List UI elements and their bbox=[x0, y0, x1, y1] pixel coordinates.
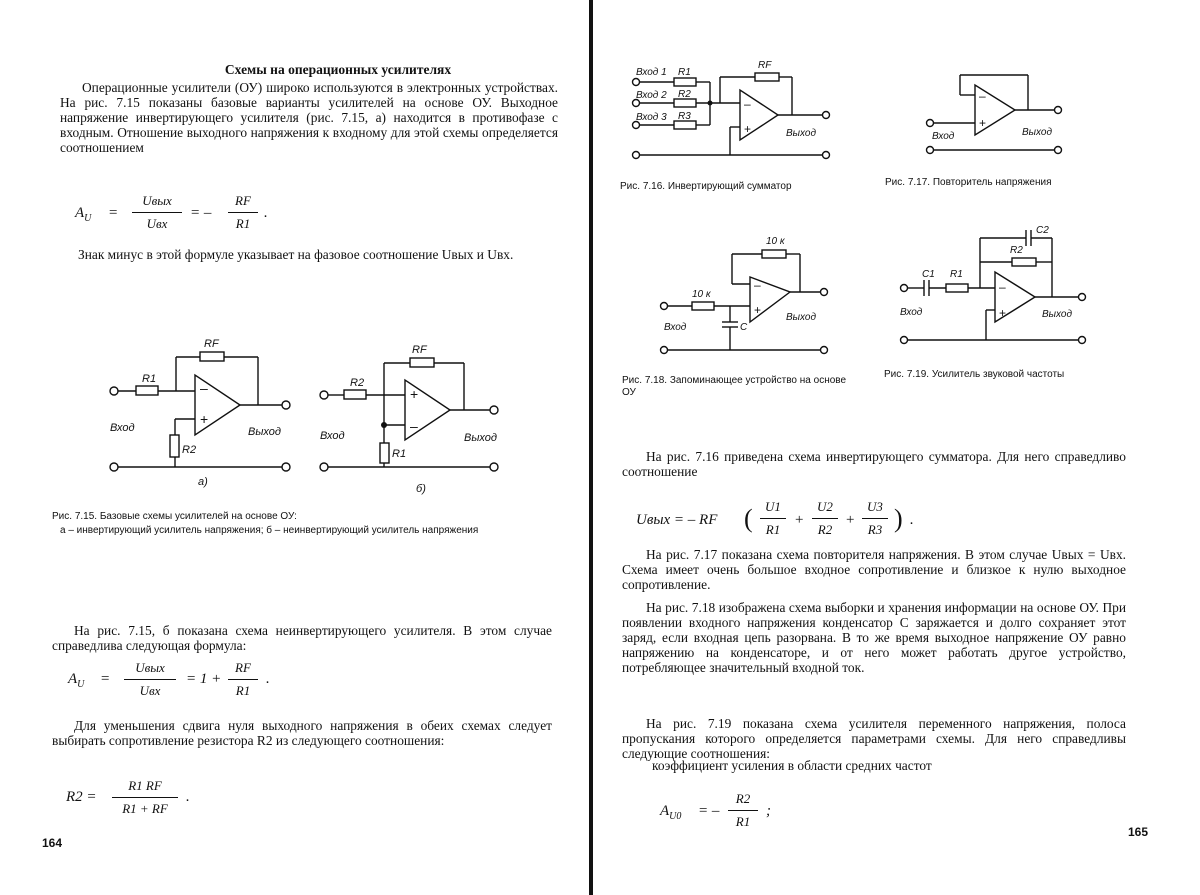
figure-7-15-circuits bbox=[100, 335, 520, 495]
svg-text:C2: C2 bbox=[1036, 225, 1049, 236]
svg-text:R1: R1 bbox=[392, 448, 407, 460]
sample-hold-paragraph: На рис. 7.18 изображена схема выборки и хранения информации на основе ОУ. При появлении входного напряжения конденсатор С заряжается и долго сохраняет этот заряд, если входная цепь разорвана. В то же время выходное напряжение ОУ равно напряжению на конденсаторе, и от него может работать другое устройство, потребляющее значительный входной ток. bbox=[622, 600, 1126, 675]
svg-text:–: – bbox=[999, 280, 1006, 294]
page-number-left: 164 bbox=[42, 836, 63, 850]
svg-text:Вход: Вход bbox=[320, 430, 345, 442]
figure-7-15-caption-body: а – инвертирующий усилитель напряжения; б – неинвертирующий усилитель напряжения bbox=[60, 525, 479, 536]
svg-text:–: – bbox=[979, 89, 986, 103]
ac-amplifier-paragraph: На рис. 7.19 показана схема усилителя переменного напряжения, полоса пропускания которого определяется параметрами схемы. Для него справедливы следующие соотношения: bbox=[622, 716, 1126, 761]
svg-text:Выход: Выход bbox=[464, 432, 498, 444]
svg-text:Вход 3: Вход 3 bbox=[636, 112, 667, 123]
svg-text:+: + bbox=[979, 116, 987, 130]
figure-7-17-caption: Рис. 7.17. Повторитель напряжения bbox=[885, 177, 1052, 188]
figure-7-16-7-17-circuits bbox=[630, 55, 1150, 195]
figure-7-18-7-19-circuits bbox=[650, 222, 1110, 362]
figure-7-16-caption: Рис. 7.16. Инвертирующий сумматор bbox=[620, 181, 792, 192]
figure-7-15-caption-title: Рис. 7.15. Базовые схемы усилителей на основе ОУ: bbox=[52, 511, 297, 522]
svg-text:10 к: 10 к bbox=[692, 289, 711, 300]
figure-7-18-caption: Рис. 7.18. Запоминающее устройство на основе ОУ bbox=[622, 375, 847, 398]
svg-text:R1: R1 bbox=[950, 269, 963, 280]
svg-text:RF: RF bbox=[204, 338, 219, 350]
svg-text:Вход: Вход bbox=[110, 422, 135, 434]
summator-paragraph: На рис. 7.16 приведена схема инвертирующего сумматора. Для него справедливо соотношение bbox=[622, 449, 1126, 479]
section-title: Схемы на операционных усилителях bbox=[224, 62, 452, 77]
svg-text:+: + bbox=[754, 303, 762, 317]
inverting-amplifier-diagram bbox=[110, 338, 290, 488]
svg-text:R1: R1 bbox=[678, 67, 691, 78]
svg-text:Выход: Выход bbox=[1022, 127, 1053, 138]
svg-text:Вход: Вход bbox=[664, 322, 687, 333]
svg-text:C: C bbox=[740, 322, 748, 333]
intro-paragraph: Операционные усилители (ОУ) широко используются в электронных устройствах. На рис. 7.15 показаны базовые варианты усилителей на основе ОУ. Выходное напряжение инвертирующего усилителя (рис. 7.15, а) находится в противофазе с входным. Отношение выходного напряжения к входному для этой схемы определяется соотношением bbox=[60, 80, 558, 155]
noninverting-amplifier-diagram bbox=[320, 344, 498, 495]
book-spine bbox=[586, 0, 596, 895]
svg-text:б): б) bbox=[416, 483, 426, 495]
svg-text:Выход: Выход bbox=[248, 426, 282, 438]
svg-text:Выход: Выход bbox=[786, 128, 817, 139]
svg-text:RF: RF bbox=[758, 60, 772, 71]
svg-text:+: + bbox=[744, 122, 752, 136]
sign-paragraph: Знак минус в этой формуле указывает на фазовое соотношение Uвых и Uвх. bbox=[78, 247, 514, 262]
follower-paragraph: На рис. 7.17 показана схема повторителя напряжения. В этом случае Uвых = Uвх. Схема имеет очень большое входное сопротивление и близкое к нулю выходное сопротивление. bbox=[622, 547, 1126, 592]
svg-text:R2: R2 bbox=[678, 89, 691, 100]
inverting-summator-diagram bbox=[633, 60, 830, 159]
svg-text:R2: R2 bbox=[1010, 245, 1023, 256]
svg-text:–: – bbox=[410, 418, 418, 434]
page-number-right: 165 bbox=[1128, 825, 1149, 839]
noninverting-paragraph: На рис. 7.15, б показана схема неинвертирующего усилителя. В этом случае справедлива следующая формула: bbox=[52, 623, 552, 653]
svg-text:–: – bbox=[200, 380, 208, 396]
svg-text:Вход 1: Вход 1 bbox=[636, 67, 667, 78]
svg-text:10 к: 10 к bbox=[766, 236, 785, 247]
svg-text:+: + bbox=[410, 386, 419, 402]
svg-text:R1: R1 bbox=[142, 373, 157, 385]
svg-text:–: – bbox=[744, 97, 751, 111]
gain-description: коэффициент усиления в области средних частот bbox=[652, 758, 932, 773]
svg-text:Вход 2: Вход 2 bbox=[636, 90, 667, 101]
svg-text:Выход: Выход bbox=[1042, 309, 1073, 320]
svg-text:Выход: Выход bbox=[786, 312, 817, 323]
voltage-follower-diagram bbox=[927, 75, 1062, 154]
svg-text:R2: R2 bbox=[182, 444, 197, 456]
svg-text:R2: R2 bbox=[350, 377, 365, 389]
svg-text:Вход: Вход bbox=[900, 307, 923, 318]
svg-text:+: + bbox=[999, 306, 1007, 320]
svg-text:RF: RF bbox=[412, 344, 427, 356]
svg-text:C1: C1 bbox=[922, 269, 935, 280]
sample-hold-diagram bbox=[661, 236, 828, 354]
figure-7-19-caption: Рис. 7.19. Усилитель звуковой частоты bbox=[884, 369, 1065, 380]
svg-text:а): а) bbox=[198, 476, 208, 488]
svg-text:+: + bbox=[200, 411, 209, 427]
svg-text:–: – bbox=[754, 278, 761, 292]
svg-text:Вход: Вход bbox=[932, 131, 955, 142]
svg-text:R3: R3 bbox=[678, 111, 691, 122]
reduce-offset-paragraph: Для уменьшения сдвига нуля выходного напряжения в обеих схемах следует выбирать сопротивление резистора R2 из следующего соотношения: bbox=[52, 718, 552, 748]
audio-amplifier-diagram bbox=[900, 225, 1086, 344]
